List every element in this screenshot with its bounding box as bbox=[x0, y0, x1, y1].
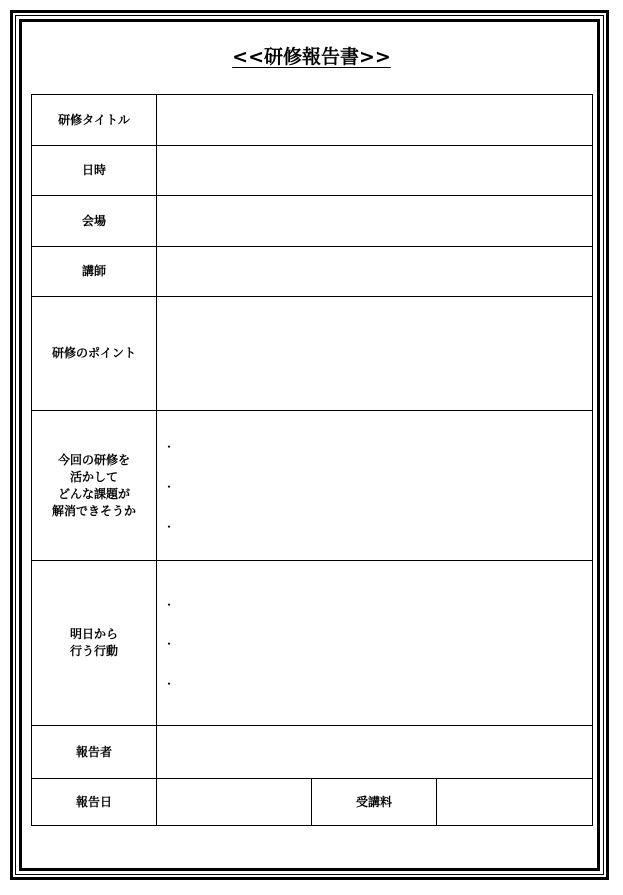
reporter-label: 報告者 bbox=[32, 726, 157, 779]
training-points-field[interactable] bbox=[157, 297, 593, 411]
document-title: <<研修報告書>> bbox=[232, 46, 391, 68]
row-report-date-fee bbox=[32, 779, 593, 826]
training-points-label: 研修のポイント bbox=[32, 297, 157, 411]
row-date bbox=[32, 146, 593, 196]
bullet-point: ・ bbox=[163, 480, 176, 494]
bullet-point: ・ bbox=[163, 637, 176, 651]
row-training-title bbox=[32, 95, 593, 146]
issues-label bbox=[32, 411, 157, 561]
row-reporter bbox=[32, 726, 593, 779]
next-actions-field[interactable] bbox=[157, 561, 593, 726]
next-actions-label-line: 明日から bbox=[69, 627, 118, 641]
next-actions-label bbox=[32, 561, 157, 726]
row-lecturer bbox=[32, 247, 593, 297]
training-title-label: 研修タイトル bbox=[32, 95, 157, 146]
row-venue bbox=[32, 196, 593, 247]
row-issues bbox=[32, 411, 593, 561]
issues-label-line: 今回の研修を bbox=[57, 452, 130, 467]
lecturer-field[interactable] bbox=[157, 247, 593, 297]
lecturer-label: 講師 bbox=[32, 247, 157, 297]
issues-label-line: 活かして bbox=[69, 469, 118, 484]
venue-field[interactable] bbox=[157, 196, 593, 247]
issues-field[interactable] bbox=[157, 411, 593, 561]
bullet-point: ・ bbox=[163, 598, 176, 612]
fee-field[interactable] bbox=[437, 779, 593, 826]
reporter-field[interactable] bbox=[157, 726, 593, 779]
bullet-point: ・ bbox=[163, 677, 176, 691]
row-next-actions bbox=[32, 561, 593, 726]
row-training-points bbox=[32, 297, 593, 411]
bullet-point: ・ bbox=[163, 520, 176, 534]
date-field[interactable] bbox=[157, 146, 593, 196]
bullet-point: ・ bbox=[163, 440, 176, 454]
training-title-field[interactable] bbox=[157, 95, 593, 146]
issues-label-line: どんな課題が bbox=[57, 486, 130, 501]
fee-label: 受講料 bbox=[312, 779, 437, 826]
next-actions-label-line: 行う行動 bbox=[69, 644, 118, 658]
date-label: 日時 bbox=[32, 146, 157, 196]
issues-label-line: 解消できそうか bbox=[51, 503, 136, 518]
report-form-table bbox=[31, 94, 593, 826]
venue-label: 会場 bbox=[32, 196, 157, 247]
report-date-label: 報告日 bbox=[32, 779, 157, 826]
report-date-field[interactable] bbox=[157, 779, 312, 826]
